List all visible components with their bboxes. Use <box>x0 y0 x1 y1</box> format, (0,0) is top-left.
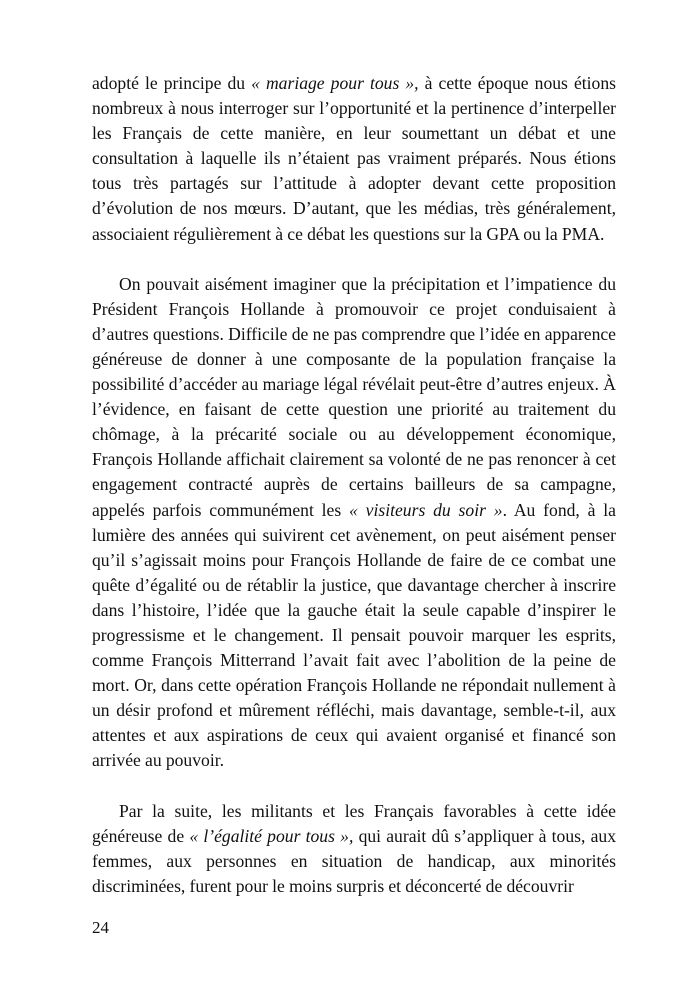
quote-egalite-pour-tous: « l’égalité pour tous », <box>189 825 354 846</box>
paragraph-3 <box>92 799 616 899</box>
paragraph-2-text-cont: . Au fond, à la lumière des années qui suivirent cet avènement, on peut aisément penser qu’il s’agissait moins pour François Hollande de faire de ce combat une quête d’égalité ou de rétablir la justice, que davantage chercher à inscrire dans l’histoire, l’idée que la gauche était la seule capable d’inspirer le progressisme et le changement. Il pensait pouvoir marquer les esprits, comme François Mitterrand l’avait fait avec l’abolition de la peine de mort. Or, dans cette opération François Hollande ne répondait nullement à un désir profond et mûrement réfléchi, mais davantage, semble-t-il, aux attentes et aux aspirations de ceux qui avaient organisé et financé son arrivée au pouvoir. <box>92 499 616 771</box>
paragraph-3-text: Par la suite, les militants et les Français favorables à cette idée généreuse de <box>92 800 616 846</box>
page-body <box>92 71 616 899</box>
paragraph-spacer <box>92 247 616 272</box>
paragraph-2 <box>92 272 616 774</box>
quote-mariage-pour-tous: « mariage pour tous », <box>251 73 419 93</box>
paragraph-1 <box>92 71 616 247</box>
paragraph-3-text-cont: qui aurait dû s’appliquer à tous, aux femmes, aux personnes en situation de handicap, aux minorités discriminées, furent pour le moins surpris et déconcerté de découvrir <box>92 825 616 896</box>
paragraph-1-text-cont: à cette époque nous étions nombreux à nous interroger sur l’opportunité et la pertinence d’interpeller les Français de cette manière, en leur soumettant un débat et une consultation à laquelle ils n’étaient pas vraiment préparés. Nous étions tous très partagés sur l’attitude à adopter devant cette proposition d’évolution de nos mœurs. D’autant, que les médias, très généralement, associaient régulièrement à ce débat les questions sur la GPA ou la PMA. <box>92 73 616 244</box>
page-number: 24 <box>92 918 109 937</box>
paragraph-1-text: adopté le principe du <box>92 73 252 93</box>
paragraph-spacer <box>92 774 616 799</box>
quote-visiteurs-du-soir: « visiteurs du soir » <box>349 499 503 520</box>
paragraph-2-text: On pouvait aisément imaginer que la précipitation et l’impatience du Président François Hollande à promouvoir ce projet conduisaient à d’autres questions. Difficile de ne pas comprendre que l’idée en apparence généreuse de donner à une composante de la population française la possibilité d’accéder au mariage légal révélait peut-être d’autres enjeux. À l’évidence, en faisant de cette question une priorité au traitement du chômage, à la précarité sociale ou au développement économique, François Hollande affichait clairement sa volonté de ne pas renoncer à cet engagement contracté auprès de certains bailleurs de sa campagne, appelés parfois communément les <box>92 273 616 520</box>
